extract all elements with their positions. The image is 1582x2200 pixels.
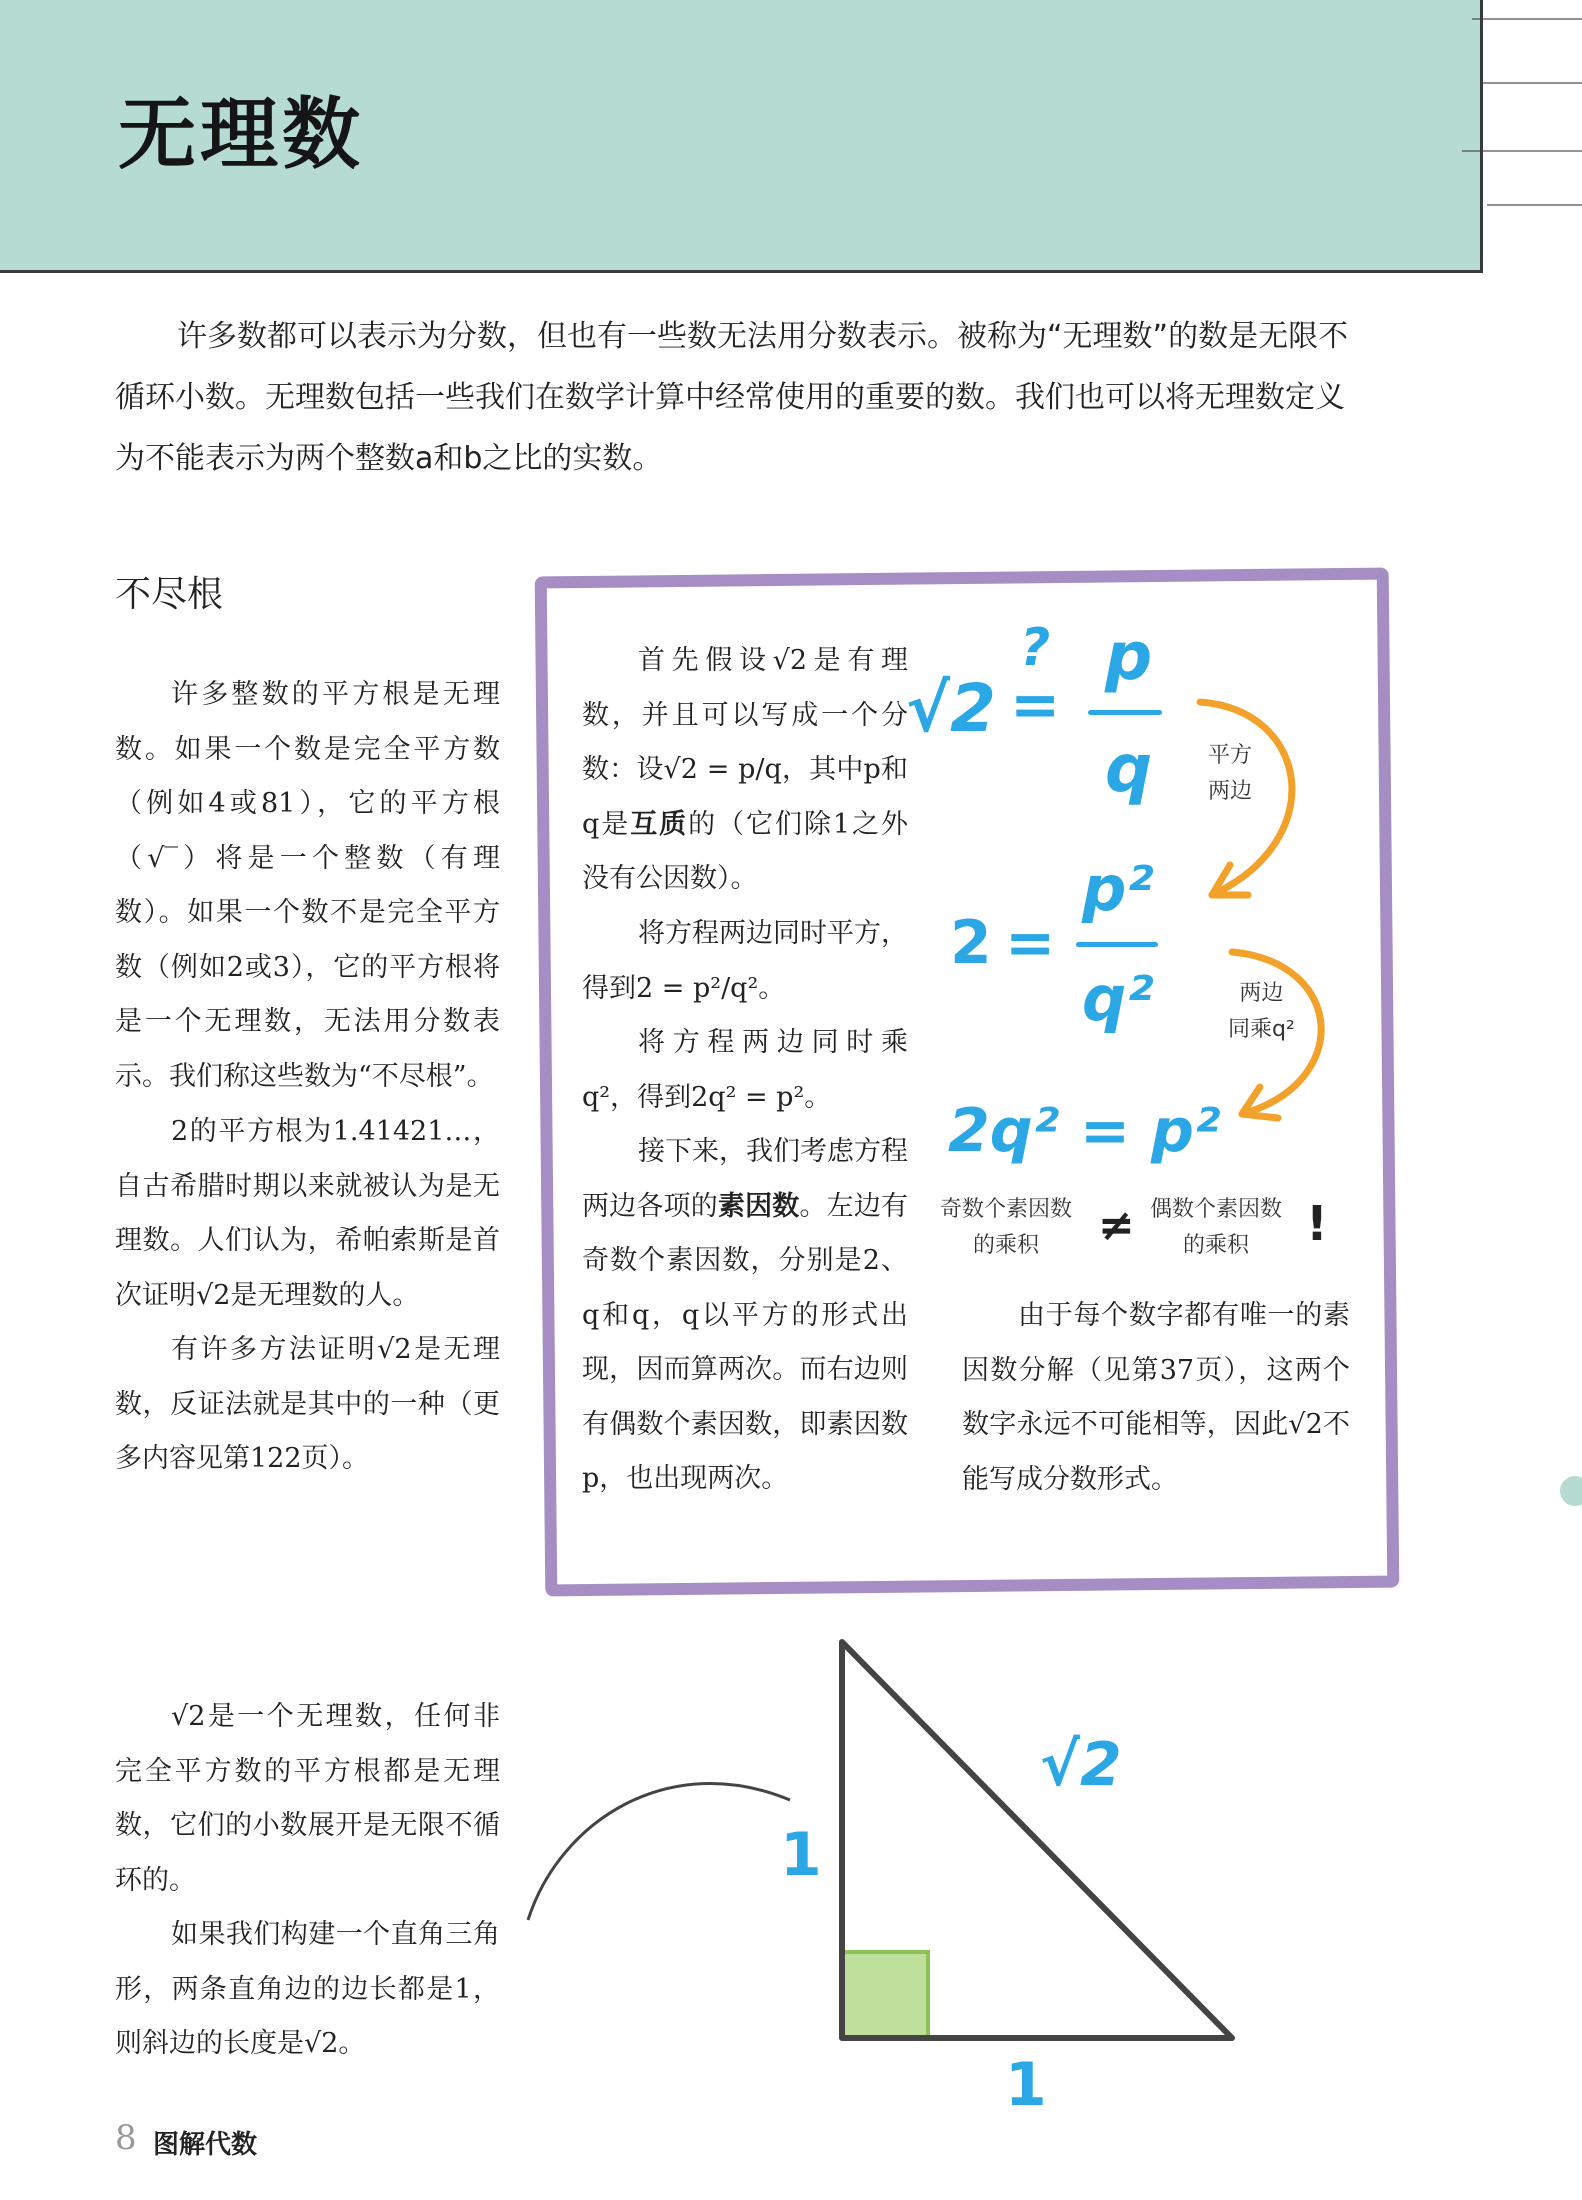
curved-arrow-1 — [1190, 690, 1330, 910]
proof-paragraph-4: 接下来，我们考虑方程两边各项的素因数。左边有奇数个素因数，分别是2、q和q，q以平方的形式出现，因而算两次。而右边则有偶数个素因数，即素因数p，也出现两次。 — [582, 1136, 909, 1494]
left-paragraph-1: 许多整数的平方根是无理数。如果一个数是完全平方数（例如4或81），它的平方根（√‾）将是一个整数（有理数）。如果一个数不是完全平方数（例如2或3），它的平方根将是一个无理数，无法用分数表示。我们称这些数为“不尽根”。 — [115, 679, 500, 1092]
page-number: 8 — [115, 2118, 137, 2158]
eq1-denominator: q — [1105, 730, 1153, 807]
eq1-equals: = — [1010, 670, 1061, 740]
bottom-paragraph-2: 如果我们构建一个直角三角形，两条直角边的边长都是1，则斜边的长度是√2。 — [115, 1919, 500, 2059]
header-stroke — [1487, 204, 1582, 206]
bold-term-prime-factors: 素因数 — [717, 1190, 800, 1222]
eq2-denominator: q² — [1082, 962, 1154, 1035]
even-factors-label: 偶数个素因数 的乘积 — [1150, 1197, 1283, 1258]
eq2-numerator: p² — [1082, 852, 1154, 925]
curved-arrow-2 — [1224, 942, 1354, 1132]
book-title: 图解代数 — [153, 2130, 258, 2160]
left-paragraph-2: 2的平方根为1.41421…，自古希腊时期以来就被认为是无理数。人们认为，希帕索斯是首次证明√2是无理数的人。 — [115, 1116, 500, 1311]
odd-factors-label: 奇数个素因数 的乘积 — [940, 1197, 1073, 1258]
side-tab-dot — [1560, 1476, 1582, 1506]
left-paragraph-3: 有许多方法证明√2是无理数，反证法就是其中的一种（更多内容见第122页）。 — [115, 1334, 500, 1474]
header-stroke — [1482, 82, 1582, 84]
not-equal-sign: ≠ — [1098, 1200, 1135, 1251]
page-title: 无理数 — [118, 90, 365, 180]
proof-right-paragraph: 由于每个数字都有唯一的素因数分解（见第37页），这两个数字永远不可能相等，因此√2不能写成分数形式。 — [962, 1300, 1350, 1495]
right-triangle — [830, 1630, 1250, 2050]
triangle-side-vertical-label: 1 — [780, 1820, 822, 1890]
note-square-both-sides: 平方 两边 — [1208, 743, 1253, 804]
header-stroke — [1472, 18, 1582, 20]
proof-paragraph-2: 将方程两边同时平方，得到2 = p²/q²。 — [582, 918, 908, 1004]
bottom-paragraph-1: √2是一个无理数，任何非完全平方数的平方根都是无理数，它们的小数展开是无限不循环的。 — [115, 1701, 500, 1896]
bold-term-coprime: 互质 — [630, 808, 689, 840]
header-stroke — [1462, 150, 1582, 152]
eq2-left: 2 — [950, 908, 992, 978]
intro-paragraph: 许多数都可以表示为分数，但也有一些数无法用分数表示。被称为“无理数”的数是无限不循环小数。无理数包括一些我们在数学计算中经常使用的重要的数。我们也可以将无理数定义为不能表示为两个整数a和b之比的实数。 — [115, 319, 1349, 476]
note-multiply-both-sides: 两边 同乘q² — [1228, 981, 1295, 1042]
proof-paragraph-1: 首先假设√2是有理数，并且可以写成一个分数：设√2 = p/q，其中p和q是互质的（它们除1之外没有公因数）。 — [582, 645, 908, 894]
triangle-side-horizontal-label: 1 — [1005, 2050, 1047, 2120]
eq1-question-mark: ? — [1020, 618, 1051, 678]
eq2-fraction-bar — [1076, 942, 1158, 947]
right-angle-marker — [842, 1952, 928, 2038]
section-heading: 不尽根 — [115, 574, 224, 615]
proof-paragraph-3: 将方程两边同时乘q²，得到2q² = p²。 — [582, 1027, 908, 1113]
eq1-fraction-bar — [1088, 710, 1162, 715]
eq1-numerator: p — [1105, 618, 1153, 695]
triangle-hypotenuse-label: √2 — [1040, 1730, 1122, 1800]
eq3: 2q² = p² — [948, 1096, 1221, 1166]
eq1-sqrt2: √2 — [906, 670, 996, 747]
connector-curve — [520, 1760, 800, 1930]
eq2-equals: = — [1005, 908, 1056, 978]
exclamation-mark: ! — [1306, 1196, 1328, 1252]
